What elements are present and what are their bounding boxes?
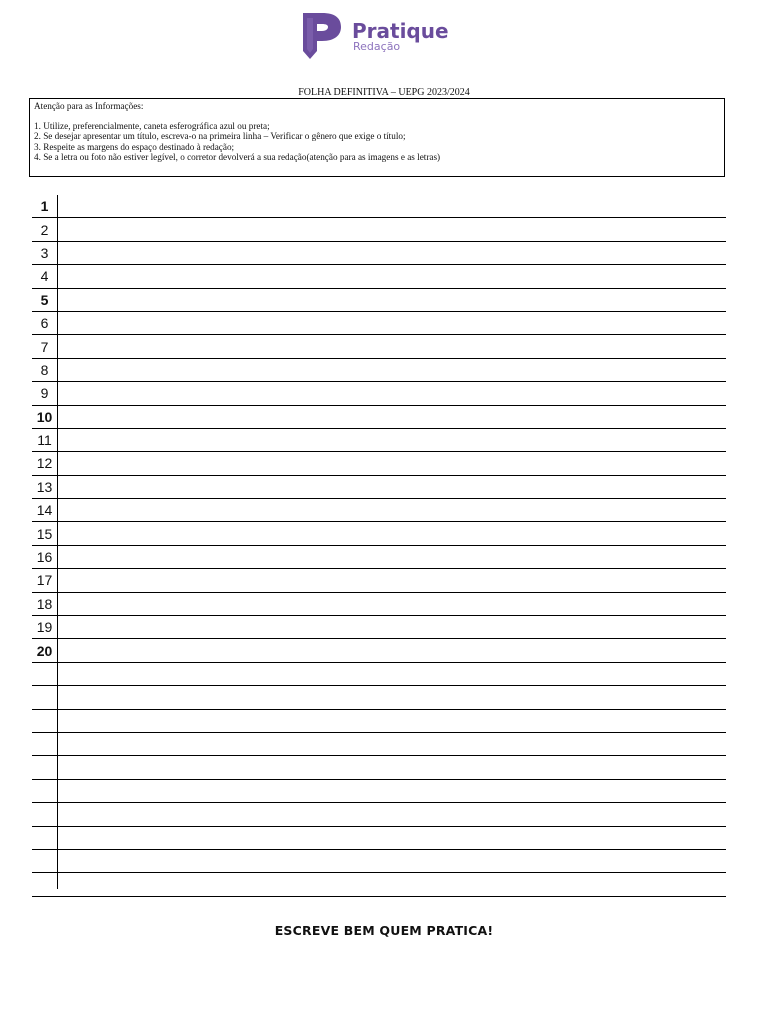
line-number: 11 — [37, 432, 52, 449]
writing-line[interactable] — [32, 499, 726, 522]
writing-line[interactable] — [32, 803, 726, 826]
line-number — [32, 756, 57, 778]
writing-line[interactable] — [32, 476, 726, 499]
writing-line[interactable] — [32, 710, 726, 733]
instruction-item: 2. Se desejar apresentar um título, escreva-o na primeira linha – Verificar o gênero que exige o título; — [34, 131, 406, 142]
writing-line[interactable] — [32, 522, 726, 545]
writing-lines — [32, 195, 726, 897]
line-number: 17 — [36, 572, 53, 589]
line-number: 6 — [40, 315, 49, 332]
writing-line[interactable] — [32, 335, 726, 358]
writing-line[interactable] — [32, 312, 726, 335]
line-number: 5 — [40, 291, 49, 308]
line-number: 10 — [36, 408, 53, 425]
writing-line[interactable] — [32, 546, 726, 569]
line-number: 16 — [36, 549, 53, 566]
line-number — [32, 710, 57, 732]
line-number: 2 — [40, 221, 49, 238]
line-number: 7 — [40, 338, 49, 355]
instructions-heading: Atenção para as Informações: — [34, 101, 144, 111]
writing-line[interactable] — [32, 593, 726, 616]
writing-line[interactable] — [32, 569, 726, 592]
line-number: 20 — [36, 642, 53, 659]
letter-p-pencil-icon — [300, 10, 450, 60]
writing-line[interactable] — [32, 827, 726, 850]
margin-line — [57, 195, 58, 889]
writing-line[interactable] — [32, 382, 726, 405]
brand-logo — [300, 10, 450, 60]
line-number — [32, 827, 57, 849]
line-number: 18 — [36, 595, 53, 612]
line-number — [32, 873, 57, 895]
writing-line[interactable] — [32, 452, 726, 475]
brand-name: Pratique — [352, 19, 449, 43]
sheet-title: FOLHA DEFINITIVA – UEPG 2023/2024 — [298, 87, 470, 98]
writing-line[interactable] — [32, 780, 726, 803]
line-number: 4 — [40, 268, 49, 285]
writing-line[interactable] — [32, 218, 726, 241]
line-number: 3 — [40, 244, 49, 261]
writing-line[interactable] — [32, 756, 726, 779]
writing-line[interactable] — [32, 406, 726, 429]
writing-line[interactable] — [32, 195, 726, 218]
writing-line[interactable] — [32, 359, 726, 382]
line-number — [32, 686, 57, 708]
instructions-box — [29, 98, 725, 177]
line-number — [32, 663, 57, 685]
slogan: ESCREVE BEM QUEM PRATICA! — [274, 923, 494, 938]
writing-line[interactable] — [32, 873, 726, 896]
writing-line[interactable] — [32, 289, 726, 312]
writing-line[interactable] — [32, 265, 726, 288]
instruction-item: 1. Utilize, preferencialmente, caneta esferográfica azul ou preta; — [34, 121, 270, 132]
writing-line[interactable] — [32, 850, 726, 873]
writing-line[interactable] — [32, 616, 726, 639]
line-number: 12 — [36, 455, 53, 472]
writing-line[interactable] — [32, 733, 726, 756]
writing-line[interactable] — [32, 663, 726, 686]
instruction-item: 3. Respeite as margens do espaço destinado à redação; — [34, 141, 235, 152]
line-number — [32, 780, 57, 802]
line-number: 15 — [36, 525, 53, 542]
writing-line[interactable] — [32, 242, 726, 265]
line-number: 8 — [40, 361, 49, 378]
line-number: 13 — [36, 478, 53, 495]
line-number — [32, 850, 57, 872]
line-number — [32, 733, 57, 755]
line-number: 9 — [40, 385, 49, 402]
line-number: 14 — [36, 502, 53, 519]
writing-line[interactable] — [32, 686, 726, 709]
writing-line[interactable] — [32, 639, 726, 662]
line-number: 19 — [36, 619, 53, 636]
line-number — [32, 803, 57, 825]
line-number: 1 — [40, 198, 49, 215]
writing-line[interactable] — [32, 429, 726, 452]
brand-subtitle: Redação — [353, 40, 401, 53]
instruction-item: 4. Se a letra ou foto não estiver legível, o corretor devolverá a sua redação(atenção para as imagens e as letras) — [34, 151, 441, 162]
